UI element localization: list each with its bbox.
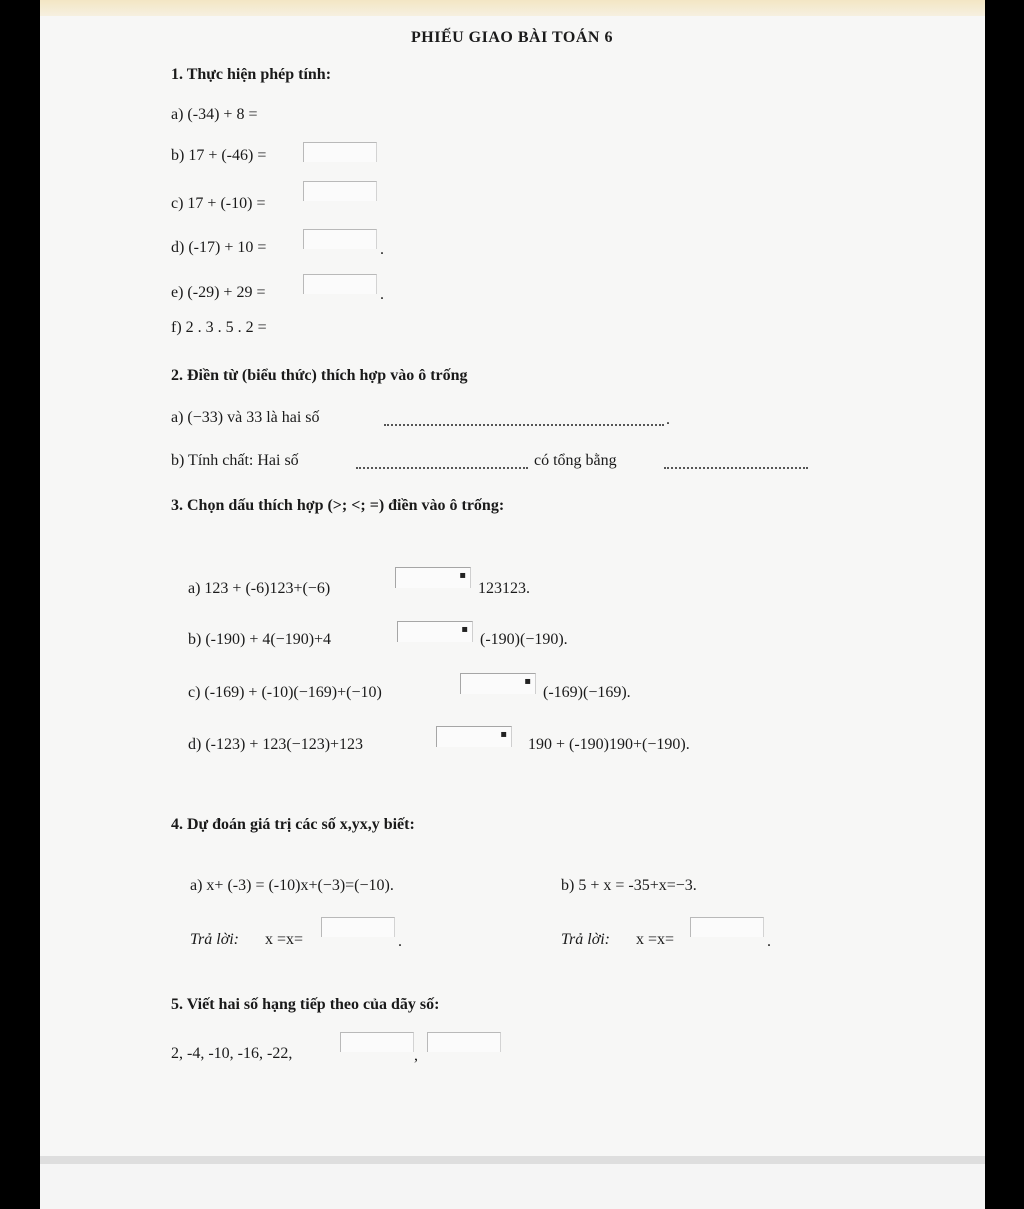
answer-box-1c[interactable]	[303, 181, 377, 201]
answer-box-4b[interactable]	[690, 917, 764, 937]
compare-select-3d[interactable]	[436, 726, 512, 747]
dropdown-caret-icon: ▪	[524, 676, 531, 687]
s5-sequence: 2, -4, -10, -16, -22,	[171, 1045, 293, 1062]
top-band	[40, 0, 985, 16]
s4-answer-label-a: Trả lời:	[190, 931, 239, 948]
s1-e-period: .	[380, 286, 384, 303]
s1-item-f: f) 2 . 3 . 5 . 2 =	[171, 319, 267, 336]
s4-b-period: .	[767, 933, 771, 950]
s4-answer-expr-b: x =x=	[636, 931, 675, 948]
section-3-heading: 3. Chọn dấu thích hợp (>; <; =) điền vào ô trống:	[171, 497, 505, 514]
s3-item-d-right: 190 + (-190)190+(−190).	[528, 736, 690, 753]
answer-box-5-term-1[interactable]	[340, 1032, 414, 1052]
s2-item-b: b) Tính chất: Hai số	[171, 452, 299, 469]
compare-select-3b[interactable]	[397, 621, 473, 642]
s1-item-b: b) 17 + (-46) =	[171, 147, 267, 164]
s4-item-b: b) 5 + x = -35+x=−3.	[561, 877, 697, 894]
section-2-heading: 2. Điền từ (biểu thức) thích hợp vào ô trống	[171, 367, 468, 384]
answer-box-5-term-2[interactable]	[427, 1032, 501, 1052]
s3-item-c-left: c) (-169) + (-10)(−169)+(−10)	[188, 684, 382, 701]
answer-box-1d[interactable]	[303, 229, 377, 249]
s1-d-period: .	[380, 241, 384, 258]
compare-select-3c[interactable]	[460, 673, 536, 694]
s3-item-a-left: a) 123 + (-6)123+(−6)	[188, 580, 331, 597]
answer-box-1e[interactable]	[303, 274, 377, 294]
s3-item-c-right: (-169)(−169).	[543, 684, 631, 701]
s3-item-b-left: b) (-190) + 4(−190)+4	[188, 631, 332, 648]
s2-a-period: .	[666, 411, 670, 428]
dropdown-caret-icon: ▪	[461, 624, 468, 635]
s2-item-a: a) (−33) và 33 là hai số	[171, 409, 320, 426]
s3-item-a-right: 123123.	[478, 580, 530, 597]
section-4-heading: 4. Dự đoán giá trị các số x,yx,y biết:	[171, 816, 415, 833]
next-page-area	[40, 1164, 985, 1209]
s4-answer-label-b: Trả lời:	[561, 931, 610, 948]
s4-a-period: .	[398, 933, 402, 950]
answer-box-1b[interactable]	[303, 142, 377, 162]
s3-item-d-left: d) (-123) + 123(−123)+123	[188, 736, 364, 753]
dropdown-caret-icon: ▪	[500, 729, 507, 740]
s2-item-b-tail: có tổng bằng	[534, 452, 617, 469]
fill-blank-2b-2[interactable]	[664, 467, 808, 469]
compare-select-3a[interactable]	[395, 567, 471, 588]
dropdown-caret-icon: ▪	[459, 570, 466, 581]
s4-item-a: a) x+ (-3) = (-10)x+(−3)=(−10).	[190, 877, 394, 894]
s1-item-e: e) (-29) + 29 =	[171, 284, 266, 301]
fill-blank-2a[interactable]	[384, 424, 664, 426]
s1-item-d: d) (-17) + 10 =	[171, 239, 267, 256]
fill-blank-2b-1[interactable]	[356, 467, 528, 469]
section-5-heading: 5. Viết hai số hạng tiếp theo của dãy số:	[171, 996, 440, 1013]
s5-comma: ,	[414, 1047, 418, 1064]
page-title: PHIẾU GIAO BÀI TOÁN 6	[411, 29, 613, 46]
page-divider	[40, 1156, 985, 1164]
section-1-heading: 1. Thực hiện phép tính:	[171, 66, 332, 83]
s4-answer-expr-a: x =x=	[265, 931, 304, 948]
worksheet-page	[40, 0, 985, 1209]
s1-item-a: a) (-34) + 8 =	[171, 106, 258, 123]
s1-item-c: c) 17 + (-10) =	[171, 195, 266, 212]
s3-item-b-right: (-190)(−190).	[480, 631, 568, 648]
answer-box-4a[interactable]	[321, 917, 395, 937]
